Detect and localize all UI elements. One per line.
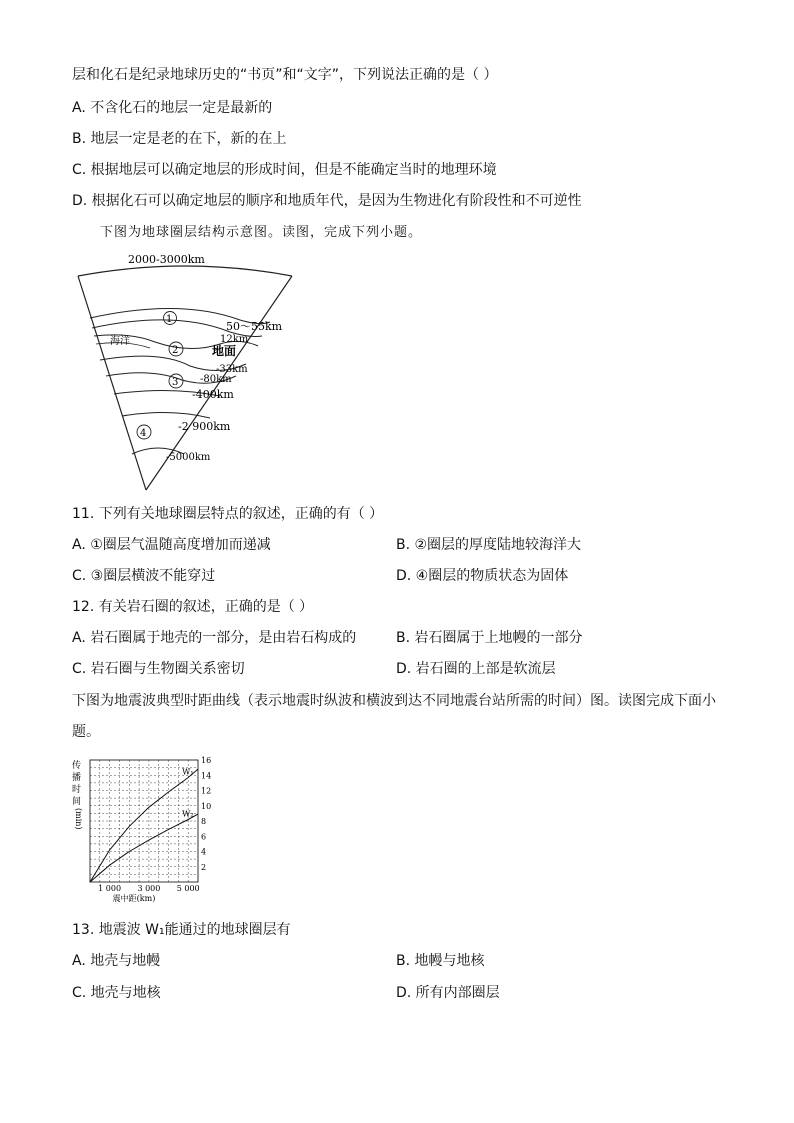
series-line-2 [90,814,198,882]
figure-2-intro-line-2: 题。 [72,724,100,740]
layer-label-1: 1 [166,314,173,325]
question-12-stem: 12. 有关岩石圈的叙述，正确的是（ ） [72,599,314,615]
question-11-option-d[interactable]: D. ④圈层的物质状态为固体 [396,568,569,584]
question-11-stem: 11. 下列有关地球圈层特点的叙述，正确的有（ ） [72,506,384,522]
question-12-option-b[interactable]: B. 岩石圈属于上地幔的一部分 [396,630,583,646]
question-13-option-b[interactable]: B. 地幔与地核 [396,953,485,969]
layer-label-2: 2 [172,345,179,356]
y-tick-label: 16 [201,756,212,765]
series-label-1: W₁ [182,767,194,777]
question-13-option-d[interactable]: D. 所有内部圈层 [396,985,500,1001]
layer-label-3: 3 [172,377,179,388]
question-11-option-b[interactable]: B. ②圈层的厚度陆地较海洋大 [396,537,582,553]
y-axis-unit: (min) [74,808,83,830]
question-10-option-b[interactable]: B. 地层一定是老的在下，新的在上 [72,131,287,147]
layer-label-4: 4 [140,428,147,439]
question-10-option-d[interactable]: D. 根据化石可以确定地层的顺序和地质年代，是因为生物进化有阶段性和不可逆性 [72,193,582,209]
question-12-option-d[interactable]: D. 岩石圈的上部是软流层 [396,661,556,677]
x-tick-label: 1 000 [98,884,122,893]
y-axis-label-char-2: 播 [72,773,82,783]
question-12-option-a[interactable]: A. 岩石圈属于地壳的一部分，是由岩石构成的 [72,630,357,646]
seismic-time-distance-chart [70,752,220,904]
question-10-option-a[interactable]: A. 不含化石的地层一定是最新的 [72,100,273,116]
series-line-1 [90,769,198,882]
ground-label: 地面 [212,344,237,358]
depth-label-5000km: -5000km [166,452,211,463]
question-13-option-c[interactable]: C. 地壳与地核 [72,985,161,1001]
depth-label-top: 2000-3000km [128,253,205,266]
x-tick-label: 5 000 [176,884,200,893]
y-axis-label-char-1: 传 [72,761,82,771]
series-label-2: W₂ [182,809,194,819]
y-tick-label: 14 [201,771,212,781]
depth-label-400km: -400km [192,388,234,401]
x-axis-label: 震中距(km) [112,894,156,903]
earth-layer-diagram [70,248,300,496]
y-tick-label: 10 [201,801,212,811]
y-tick-label: 2 [201,862,207,872]
y-tick-label: 12 [201,786,212,796]
question-10-option-c[interactable]: C. 根据地层可以确定地层的形成时间，但是不能确定当时的地理环境 [72,162,497,178]
question-10-stem: 层和化石是纪录地球历史的“书页”和“文字”，下列说法正确的是（ ） [72,67,498,83]
y-tick-label: 6 [201,832,207,842]
ocean-label: 海洋 [110,336,130,347]
y-axis-label-char-4: 间 [72,797,82,807]
question-13-option-a[interactable]: A. 地壳与地幔 [72,953,161,969]
figure-1-intro: 下图为地球圈层结构示意图。读图，完成下列小题。 [100,225,423,240]
figure-2-intro-line-1: 下图为地震波典型时距曲线（表示地震时纵波和横波到达不同地震台站所需的时间）图。读图完成下面小 [72,693,716,709]
depth-label-33km: -33km [216,364,248,375]
y-axis-label-char-3: 时 [72,785,82,795]
question-11-option-a[interactable]: A. ①圈层气温随高度增加而递减 [72,537,271,553]
x-tick-label: 3 000 [137,884,161,893]
y-tick-label: 4 [201,847,207,857]
depth-label-2900km: -2 900km [178,420,231,433]
depth-label-50-55km: 50～55km [226,320,283,333]
question-13-stem: 13. 地震波 W₁能通过的地球圈层有 [72,922,291,938]
depth-label-80km: -80km [200,374,232,385]
question-12-option-c[interactable]: C. 岩石圈与生物圈关系密切 [72,661,245,677]
y-tick-label: 8 [201,817,207,826]
question-11-option-c[interactable]: C. ③圈层横波不能穿过 [72,568,216,584]
depth-label-12km: 12km [220,334,249,345]
